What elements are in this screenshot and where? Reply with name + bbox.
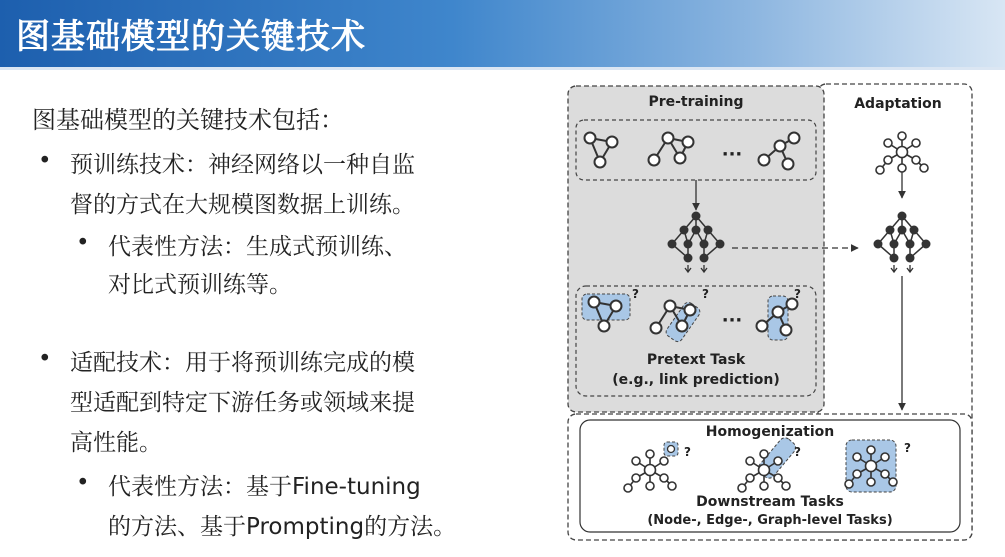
bullet-adaptation: • (38, 346, 52, 372)
downstream-levels-label: (Node-, Edge-, Graph-level Tasks) (647, 513, 893, 528)
title-bar (0, 0, 1005, 67)
graphs-ellipsis: ··· (721, 144, 743, 165)
pretext-task-label: Pretext Task (646, 352, 746, 368)
sub-bullet-adaptation: • (76, 470, 90, 496)
foundation-model-diagram (560, 80, 1000, 550)
adaptation-line-3: 高性能。 (70, 430, 162, 456)
title-underline (0, 67, 1005, 70)
pretraining-methods-line-2: 对比式预训练等。 (108, 272, 292, 298)
lead-text: 图基础模型的关键技术包括： (32, 106, 344, 134)
adaptation-line-1: 适配技术：用于将预训练完成的模 (70, 350, 415, 376)
adaptation-methods-line-1: 代表性方法：基于Fine-tuning (108, 474, 421, 500)
adaptation-line-2: 型适配到特定下游任务或领域来提 (70, 390, 415, 416)
homogenization-label: Homogenization (705, 424, 835, 440)
downstream-tasks-label: Downstream Tasks (696, 494, 844, 510)
svg-text:?: ? (684, 445, 691, 459)
svg-text:?: ? (794, 445, 801, 459)
pretraining-line-1: 预训练技术：神经网络以一种自监 (70, 152, 415, 178)
svg-text:?: ? (632, 287, 639, 301)
svg-text:?: ? (702, 287, 709, 301)
pretraining-methods-line-1: 代表性方法：生成式预训练、 (108, 234, 407, 260)
slide-title: 图基础模型的关键技术 (16, 17, 366, 57)
adaptation-label: Adaptation (854, 96, 942, 112)
pretext-task-example: (e.g., link prediction) (612, 372, 780, 388)
pretraining-line-2: 督的方式在大规模图数据上训练。 (70, 192, 415, 218)
bullet-pretraining: • (38, 148, 52, 174)
svg-text:···: ··· (721, 310, 743, 331)
adaptation-methods-line-2: 的方法、基于Prompting的方法。 (108, 514, 457, 540)
svg-text:?: ? (794, 287, 801, 301)
pretraining-label: Pre-training (648, 94, 744, 110)
sub-bullet-pretraining: • (76, 230, 90, 256)
svg-text:?: ? (904, 441, 911, 455)
